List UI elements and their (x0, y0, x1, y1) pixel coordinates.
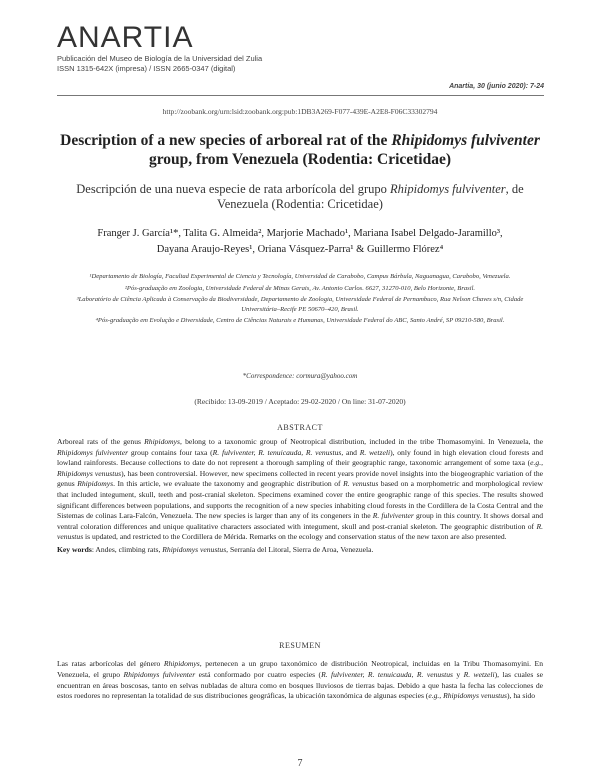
affiliation: ³Laboratório de Ciência Aplicada à Conservação da Biodiversidade, Departamento de Zoologia, Universidade Federal de Pernambuco, Rua Nelson Chaves s/n, Cidade Universitária–Recife PE 50670–420, Brasil. (76, 296, 524, 313)
article-title: Description of a new species of arboreal rat of the Rhipidomys fulviventer group, from Venezuela (Rodentia: Cricetidae) (60, 132, 540, 168)
abstract-heading: ABSTRACT (277, 423, 323, 432)
journal-masthead (57, 22, 547, 74)
article-subtitle: Descripción de una nueva especie de rata arborícola del grupo Rhipidomys fulviventer, de Venezuela (Rodentia: Cricetidae) (76, 182, 524, 211)
abstract-paragraph: Arboreal rats of the genus Rhipidomys, belong to a taxonomic group of Neotropical distribution, included in the tribe Thomasomyini. In Venezuela, the Rhipidomys fulviventer group contains four taxa (R. fulviventer, R. tenuicauda, R. venustus, and R. wetzeli), only found in high elevation cloud forests and lowland rainforests. Because collections to date do not represent a thorough sampling of their geographic range, taxonomic arrangement of some taxa (e.g., Rhipidomys venustus), has been controversial. However, new specimens collected in recent years provide novel insights into the biogeographic variation of the genus Rhipidomys. In this article, we evaluate the taxonomy and geographic distribution of R. venustus based on a morphometric and morphological review that included integument, skull, teeth and post-cranial skeleton. Specimens examined cover the entire geographic range of this species. The results showed significant differences between populations, and supports the recognition of a new species inhabiting cloud forests in the Cordillera de la Costa Central and the Sistemas de colinas Lara-Falcón, Venezuela. The new species is larger than any of its congeners in the R. fulviventer group in this country. It shows dorsal and ventral coloration differences and unique qualitative characters associated with integument, skull and post-cranial skeleton. The geographic distribution of R. venustus is updated, and restricted to the Cordillera de Mérida. Remarks on the ecology and conservation status of the new taxon are also presented. (57, 437, 544, 542)
affiliation: ¹Departamento de Biología, Facultad Experimental de Ciencia y Tecnología, Universidad de Carabobo, Campus Bárbula, Naguanagua, Carabobo, Venezuela. (89, 273, 511, 280)
resumen-paragraph: Las ratas arborícolas del género Rhipidomys, pertenecen a un grupo taxonómico de distribución Neotropical, incluidas en la Tribu Thomasomyini. En Venezuela, el grupo Rhipidomys fulviventer está conformado por cuatro especies (R. fulviventer, R. tenuicauda, R. venustus y R. wetzeli), las cuales se encuentran en áreas boscosas, tanto en selvas nubladas de altura como en bosques lluviosos de tierras bajas. Debido a que hasta la fecha las colecciones de estos roedores no representan la totalidad de sus distribuciones geográficas, la ubicación taxonómica de algunas especies (e.g., Rhipidomys venustus), ha sido (57, 659, 544, 701)
author-line: Dayana Araujo-Reyes¹, Oriana Vásquez-Parra¹ & Guillermo Flórez⁴ (156, 244, 444, 255)
affiliation: ⁴Pós-graduação em Evolução e Diversidade, Centro de Ciências Naturais e Humanas, Universidade Federal do ABC, Santo André, SP 09210-580, Brasil. (95, 317, 505, 324)
publisher-line: Publicación del Museo de Biología de la Universidad del Zulia (57, 54, 263, 63)
header-divider (57, 95, 544, 96)
page-number: 7 (297, 758, 303, 769)
affiliation: ²Pós-graduação em Zoologia, Universidade Federal de Minas Gerais, Av. Antonio Carlos. 6627, 31270-010, Belo Horizonte, Brasil. (124, 284, 476, 292)
author-line: Franger J. García¹*, Talita G. Almeida², Marjorie Machado¹, Mariana Isabel Delgado-Jaramillo³, (97, 228, 503, 239)
correspondence-email[interactable]: *Correspondence: cormura@yahoo.com (242, 372, 358, 380)
resumen-heading: RESUMEN (279, 641, 321, 650)
issue-citation: Anartia, 30 (junio 2020): 7-24 (449, 83, 544, 90)
resumen-body (57, 659, 543, 702)
author-list (57, 226, 543, 258)
keywords: Key words: Andes, climbing rats, Rhipidomys venustus, Serranía del Litoral, Sierra de Aroa, Venezuela. (57, 544, 374, 554)
publication-dates: (Recibido: 13-09-2019 / Aceptado: 29-02-2020 / On line: 31-07-2020) (194, 397, 406, 406)
abstract-body (57, 437, 543, 556)
affiliations (70, 272, 530, 328)
zoobank-lsid-link[interactable]: http://zoobank.org/urn:lsid:zoobank.org:pub:1DB3A269-F077-439E-A2E8-F06C33302794 (162, 107, 438, 116)
journal-name: ANARTIA (57, 21, 194, 54)
issn-line: ISSN 1315-642X (impresa) / ISSN 2665-0347 (digital) (57, 64, 236, 73)
